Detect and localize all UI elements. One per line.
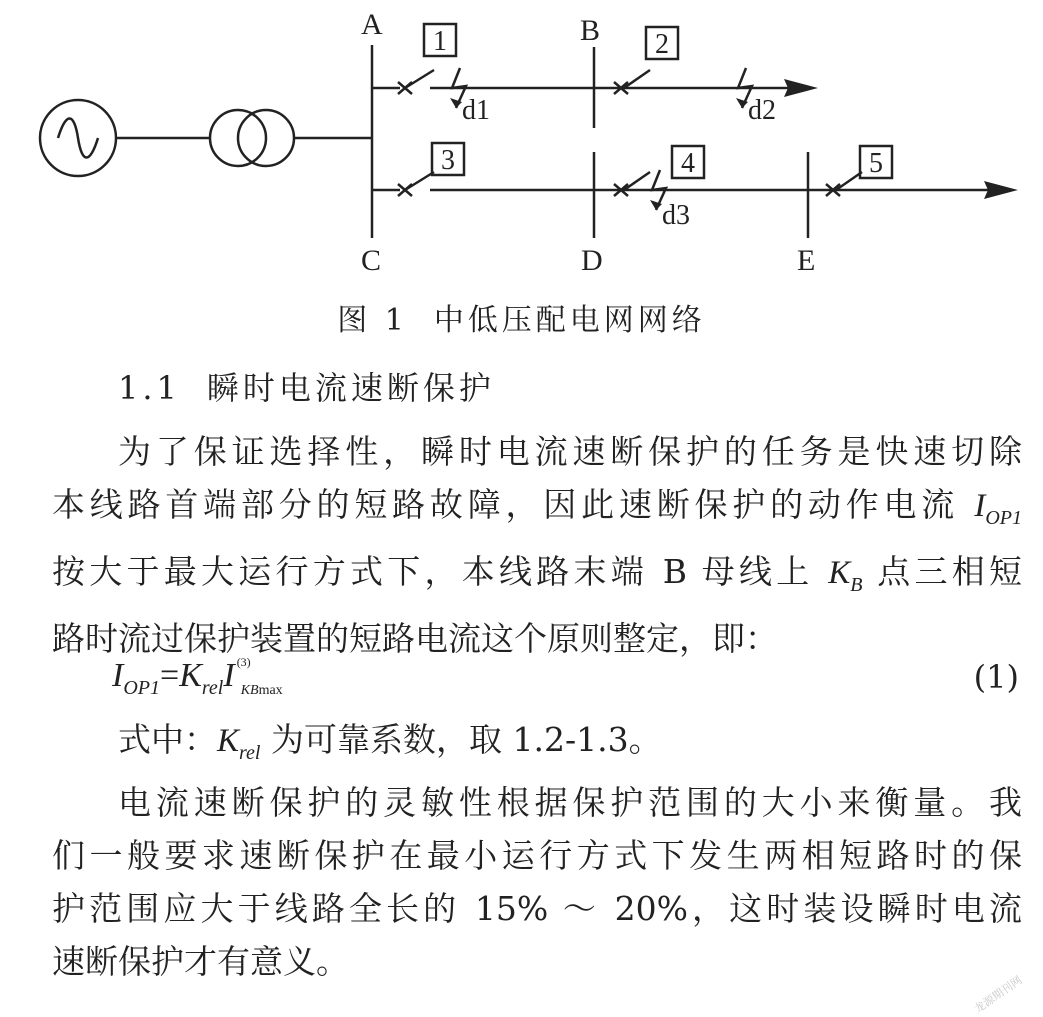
para1-line-2 — [52, 478, 1022, 545]
fault-label-d2: d2 — [748, 95, 776, 126]
node-label-d: D — [581, 244, 603, 277]
para1-line-4: 路时流过保护装置的短路电流这个原则整定，即： — [52, 619, 778, 658]
breaker-2-label: 2 — [655, 29, 669, 60]
formula-lhs-symbol: I — [112, 657, 124, 694]
symbol-i-subscript-text: OP1 — [985, 507, 1022, 529]
para3-line-3: 护范围应大于线路全长的 15% ～ 20%，这时装设瞬时电流 — [52, 889, 1022, 928]
where-subscript-text: rel — [239, 742, 261, 764]
where-subscript — [239, 742, 260, 764]
network-diagram — [0, 0, 1043, 295]
breaker-4-label: 4 — [681, 148, 695, 179]
formula-i-superscript: (3) — [236, 655, 251, 669]
formula-k-symbol: K — [179, 657, 202, 694]
figure-number: 图 1 — [337, 303, 408, 338]
formula-i-symbol: I — [223, 657, 235, 694]
section-number: 1.1 — [118, 369, 181, 407]
para1-line-2-text: 本线路首端部分的短路故障，因此速断保护的动作电流 — [52, 485, 975, 524]
where-text: 为可靠系数，取 1.2-1.3。 — [260, 720, 662, 759]
fault-label-d3: d3 — [662, 200, 690, 231]
formula-lhs-subscript — [123, 677, 160, 699]
formula-lhs-subscript-text: OP1 — [123, 677, 160, 699]
generator-sine — [58, 119, 98, 158]
formula-k-subscript — [202, 677, 223, 699]
node-label-e: E — [797, 244, 816, 277]
section-title: 瞬时电流速断保护 — [206, 369, 495, 407]
para1-line-1: 为了保证选择性，瞬时电流速断保护的任务是快速切除 — [118, 432, 1022, 471]
formula-i-subscript — [241, 683, 283, 698]
where-prefix: 式中： — [118, 720, 217, 759]
para1-line-3-text-a: 按大于最大运行方式下，本线路末端 B 母线上 — [52, 552, 829, 591]
para1-line-3-text-b: 点三相短 — [862, 552, 1022, 591]
breaker-2-blade — [624, 70, 650, 88]
where-symbol: K — [217, 723, 240, 759]
symbol-i: I — [974, 488, 986, 524]
formula-i-subscript-kb: KB — [240, 683, 259, 698]
paragraph-1 — [52, 425, 1022, 665]
symbol-k-subscript — [850, 574, 862, 596]
node-label-b: B — [580, 14, 601, 47]
figure-title: 中低压配电网网络 — [433, 303, 706, 338]
formula-i-subscript-max: max — [258, 683, 283, 698]
symbol-i-subscript — [985, 507, 1022, 529]
breaker-4-blade — [624, 172, 650, 190]
breaker-5-label: 5 — [869, 148, 883, 179]
where-clause — [118, 714, 662, 765]
equation-number: (1) — [973, 658, 1019, 696]
breaker-3-label: 3 — [441, 145, 455, 176]
node-label-c: C — [361, 244, 382, 277]
fault-label-d1: d1 — [462, 95, 490, 126]
breaker-5-blade — [836, 172, 862, 190]
node-label-a: A — [361, 8, 383, 41]
section-heading — [118, 363, 495, 409]
symbol-k-subscript-text: B — [850, 574, 863, 596]
symbol-k: K — [828, 555, 851, 591]
paragraph-3 — [52, 776, 1022, 988]
formula-k-subscript-text: rel — [201, 677, 224, 699]
watermark: 龙源期刊网 — [971, 973, 1025, 1016]
arrow-upper — [784, 79, 818, 97]
para3-line-4: 速断保护才有意义。 — [52, 942, 349, 981]
figure-caption — [0, 295, 1043, 339]
para1-line-3 — [52, 545, 1022, 612]
para3-line-1: 电流速断保护的灵敏性根据保护范围的大小来衡量。我 — [118, 783, 1022, 822]
breaker-1-label: 1 — [433, 26, 447, 57]
arrow-lower — [984, 181, 1018, 199]
formula-equals: = — [160, 657, 180, 694]
para3-line-2: 们一般要求速断保护在最小运行方式下发生两相短路时的保 — [52, 836, 1022, 875]
equation-1 — [112, 655, 283, 700]
